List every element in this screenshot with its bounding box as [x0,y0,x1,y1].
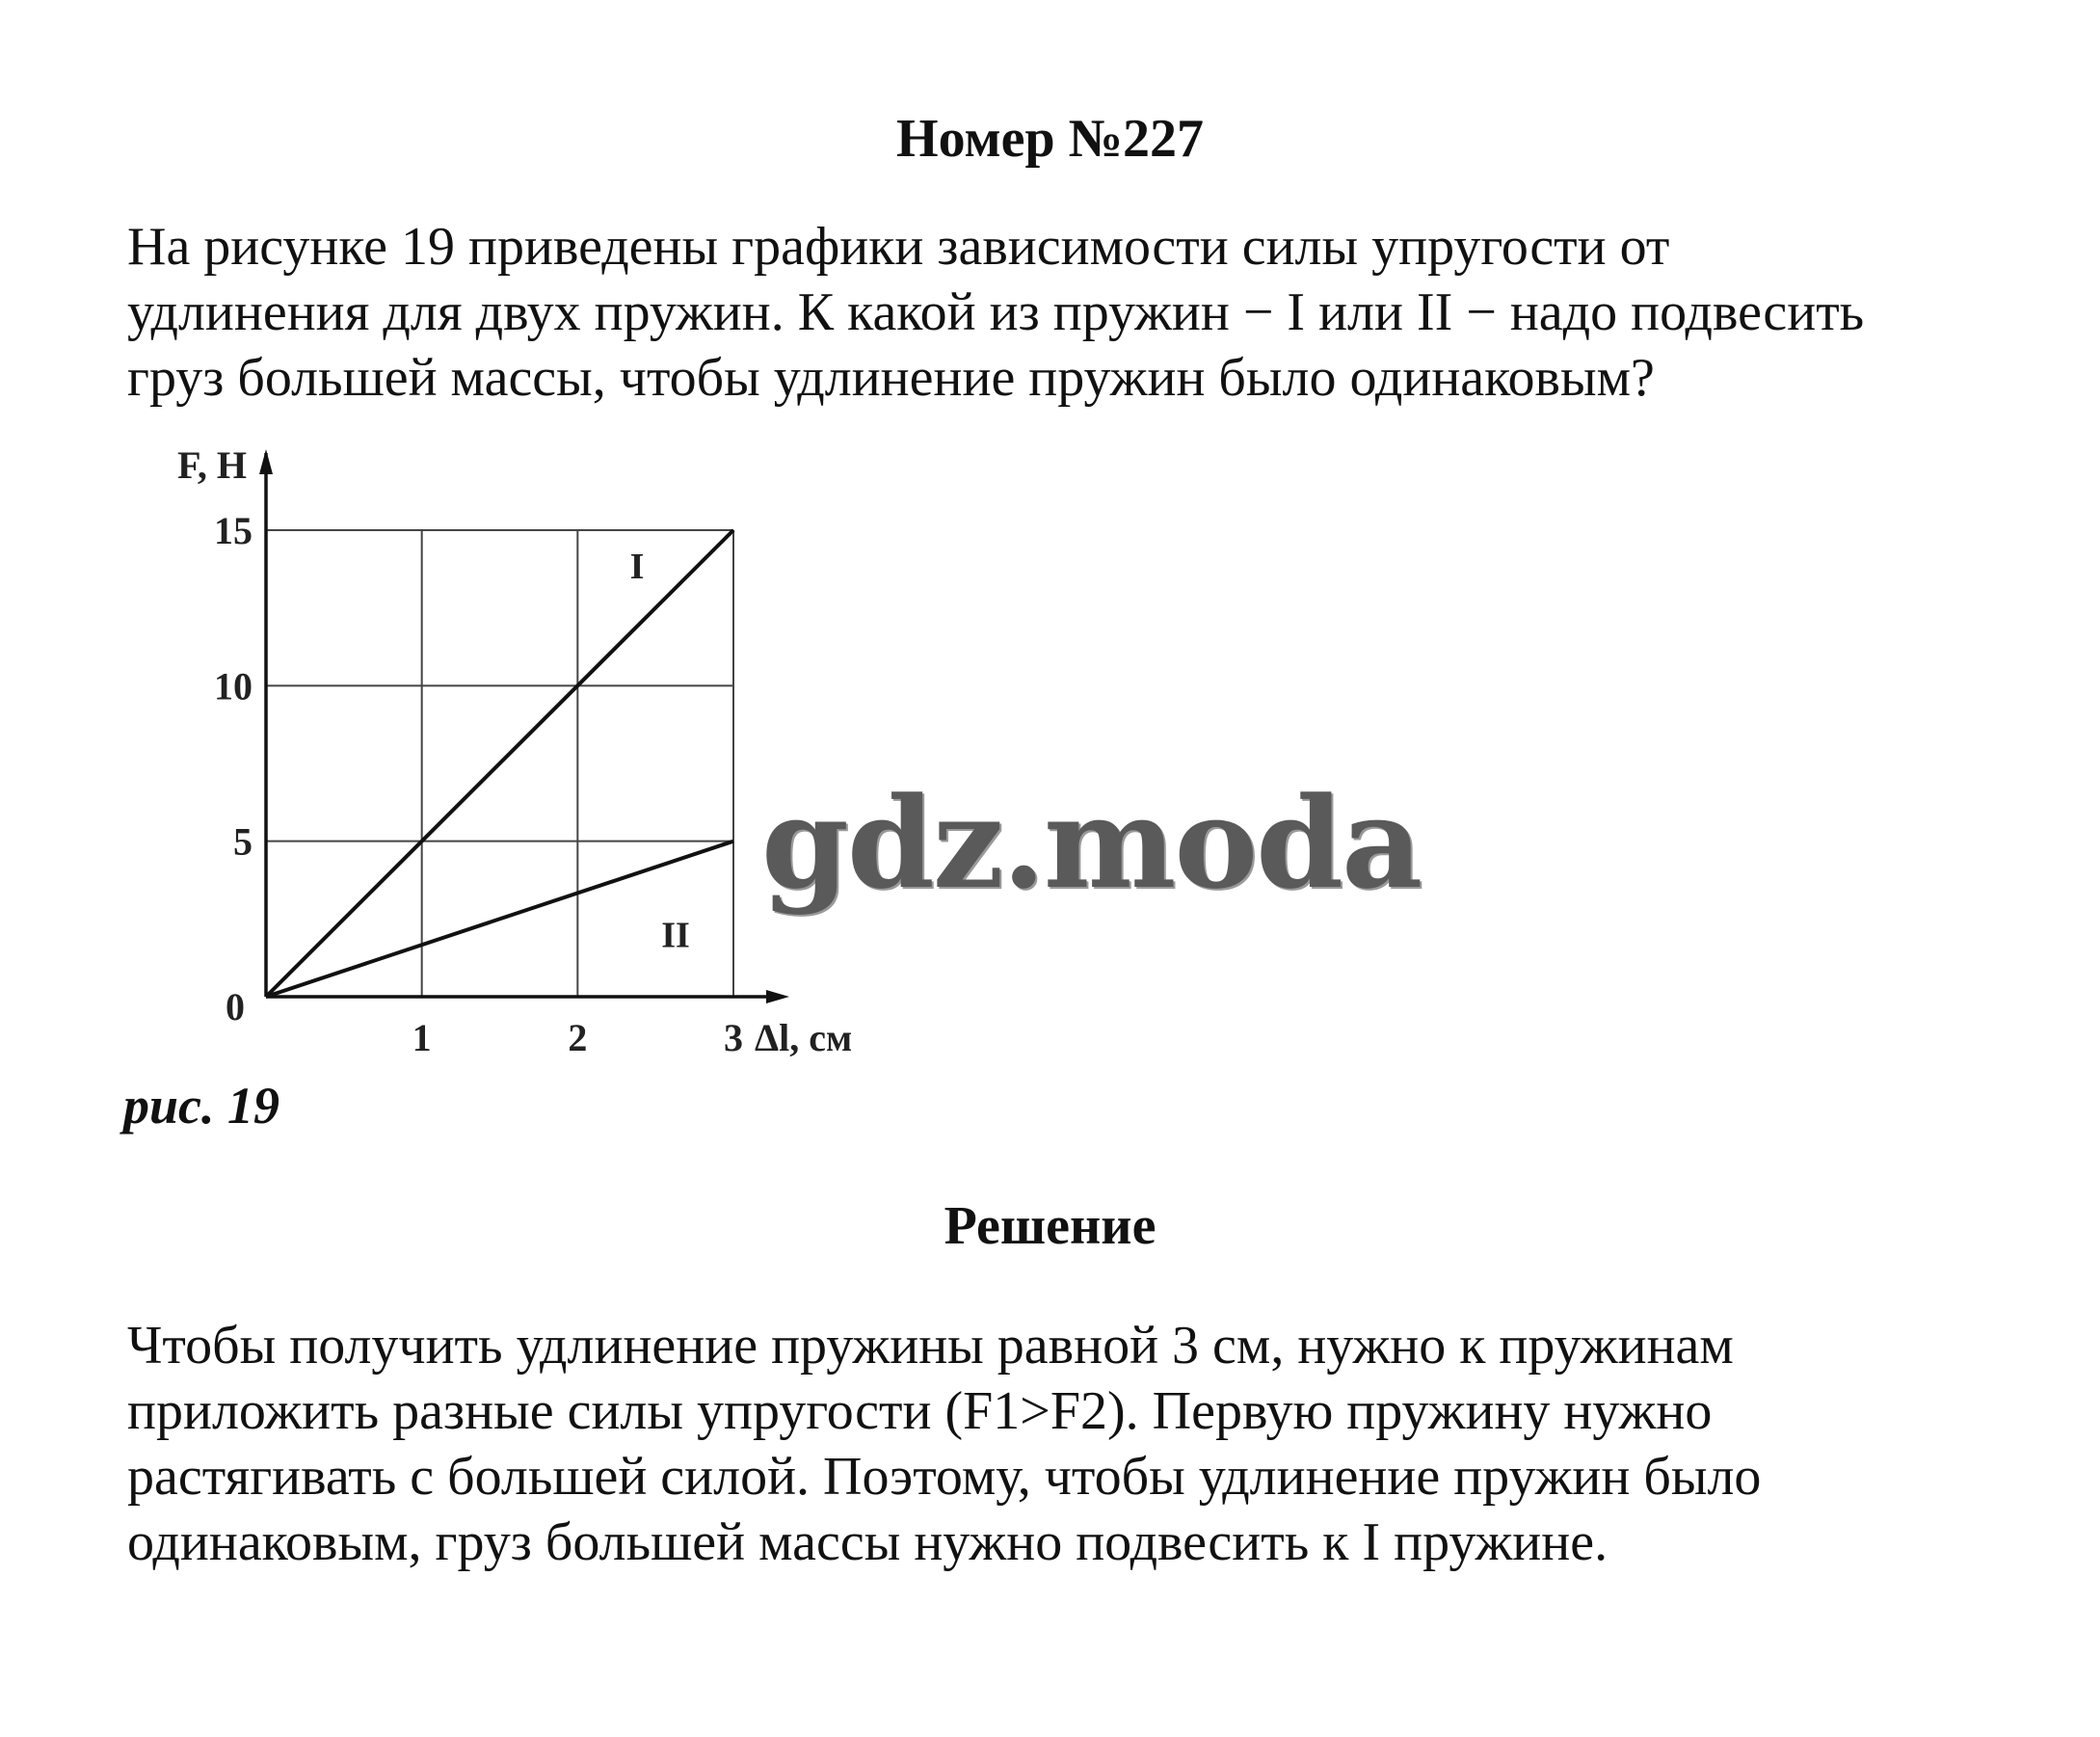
figure-caption: рис. 19 [123,1077,279,1135]
y-tick-label: 10 [214,664,253,708]
figure-19 [125,424,906,1080]
series-label-i: I [629,547,645,587]
task-text [127,214,2055,411]
solution-line: растягивать с большей силой. Поэтому, чтобы удлинение пружин было [127,1447,1762,1507]
x-tick-label: 2 [568,1016,588,1059]
y-tick-label: 5 [233,819,253,864]
y-axis-arrow [259,449,273,474]
solution-heading: Решение [944,1196,1156,1256]
x-tick-label: 1 [412,1016,432,1059]
task-line: удлинения для двух пружин. К какой из пружин − I или II − надо подвесить [127,282,1865,342]
solution-line: Чтобы получить удлинение пружины равной 3 см, нужно к пружинам [127,1316,1734,1376]
y-tick-label: 15 [214,509,253,552]
series-label-ii: II [661,915,690,956]
x-axis-label: Δl, см [755,1016,853,1059]
watermark-logo: gdz.moda [761,769,1422,917]
page-title: Номер №227 [896,109,1204,169]
y-axis-label: F, Н [177,443,247,487]
solution-text [127,1313,2055,1575]
x-axis-arrow [766,990,789,1003]
solution-line: одинаковым, груз большей массы нужно подвесить к I пружине. [127,1512,1608,1572]
task-line: груз большей массы, чтобы удлинение пружин было одинаковым? [127,348,1655,408]
spring-force-chart [125,424,906,1080]
task-line: На рисунке 19 приведены графики зависимости силы упругости от [127,217,1670,277]
x-tick-label: 3 [724,1016,743,1059]
origin-label: 0 [226,985,245,1029]
solution-line: приложить разные силы упругости (F1>F2). Первую пружину нужно [127,1381,1713,1441]
